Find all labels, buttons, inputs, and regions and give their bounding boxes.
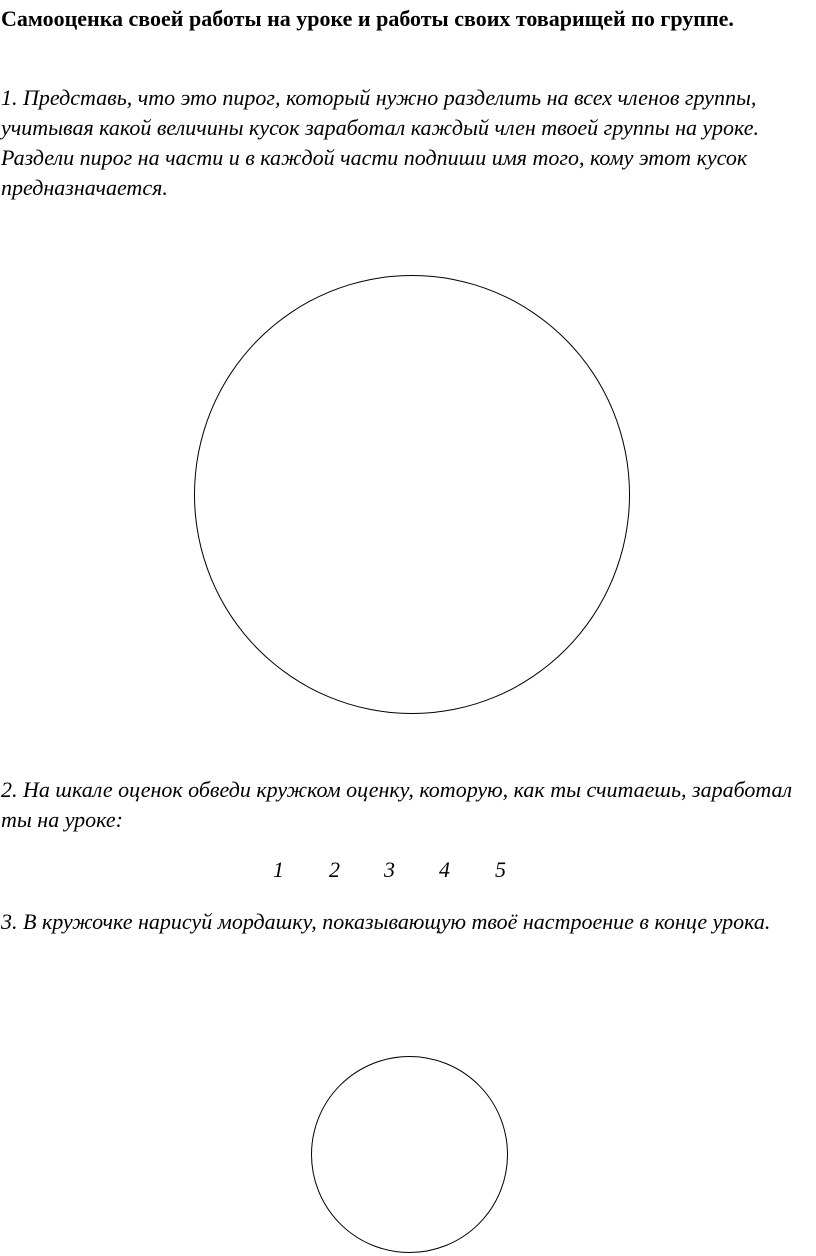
grade-option-2[interactable]: 2 [329, 857, 340, 882]
grade-option-4[interactable]: 4 [439, 857, 450, 882]
task-2-instruction: 2. На шкале оценок обведи кружком оценку, которую, как ты считаешь, заработал ты на уроке: [1, 777, 793, 832]
grade-option-5[interactable]: 5 [495, 857, 506, 882]
task-3-instruction: 3. В кружочке нарисуй мордашку, показывающую твоё настроение в конце урока. [1, 909, 771, 934]
grade-option-3[interactable]: 3 [384, 857, 395, 882]
page-title: Самооценка своей работы на уроке и работы своих товарищей по группе. [1, 6, 734, 31]
pie-drawing-circle[interactable] [194, 275, 630, 714]
grade-option-1[interactable]: 1 [273, 857, 284, 882]
mood-face-circle[interactable] [311, 1056, 508, 1253]
task-1-instruction: 1. Представь, что это пирог, который нужно разделить на всех членов группы, учитывая какой величины кусок заработал каждый член твоей группы на уроке. Раздели пирог на части и в каждой части подпиши имя того, кому этот кусок предназначается. [1, 85, 760, 200]
